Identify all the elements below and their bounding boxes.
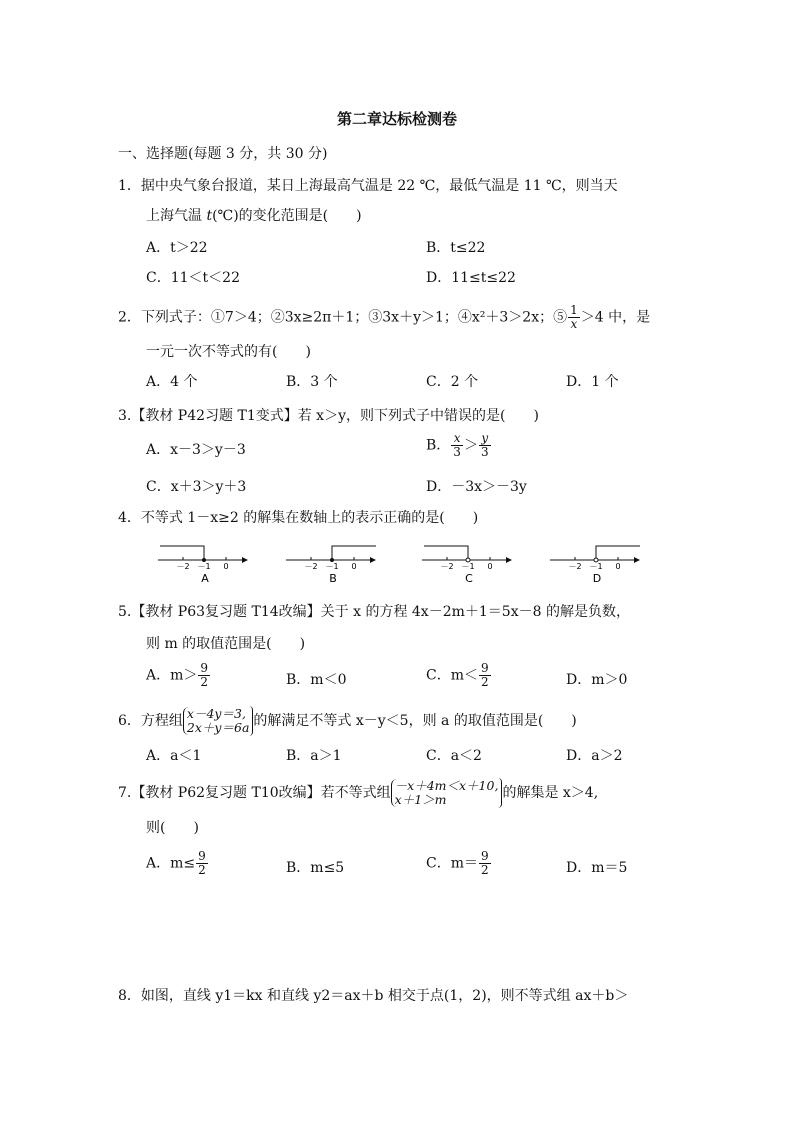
tick-label: －2 — [568, 562, 582, 571]
q3-option-c[interactable]: C．x＋3＞y＋3 — [146, 479, 247, 495]
number-line-a[interactable] — [158, 546, 248, 585]
number-line-d[interactable] — [550, 546, 640, 585]
q1-text-b: (℃)的变化范围是( ) — [212, 208, 362, 224]
number-line-b[interactable] — [286, 546, 376, 585]
q2-option-a[interactable]: A．4 个 — [146, 374, 198, 390]
tick-label: 0 — [351, 562, 357, 571]
q1-var: t — [206, 208, 213, 224]
q3-option-b[interactable]: B． $\frac{x}{3}$ ＞ $\frac{y}{3}$ — [426, 431, 489, 459]
q5-option-d[interactable]: D．m＞0 — [566, 672, 628, 688]
q2-stem: 2．下列式子：①7＞4；②3x≥2π＋1；③3x＋y＞1；④x²＋3＞2x；⑤ $\frac{1}{x}$ ＞4 中，是 — [118, 303, 651, 331]
tick-label: 0 — [487, 562, 493, 571]
page-title: 第二章达标检测卷 — [336, 110, 457, 128]
option-label: C — [465, 572, 473, 585]
q6-option-b[interactable]: B．a＞1 — [286, 748, 342, 764]
tick-label: －1 — [461, 562, 475, 571]
q2-option-b[interactable]: B．3 个 — [286, 374, 338, 390]
q7-option-a[interactable]: A．m≤ $\frac{9}{2}$ — [146, 849, 206, 877]
tick-label: －1 — [325, 562, 339, 571]
section-heading: 一、选择题(每题 3 分，共 30 分) — [118, 146, 328, 162]
q6-stem: 6．方程组 x－4y＝3, 2x＋y＝6a 的解满足不等式 x－y＜5，则 a 的取值范围是( ) — [118, 706, 577, 735]
q3-option-d[interactable]: D．－3x＞－3y — [426, 479, 527, 495]
q6-option-a[interactable]: A．a＜1 — [146, 748, 202, 764]
option-label: A — [201, 572, 209, 585]
q5-stem: 5.【教材 P63复习题 T14改编】关于 x 的方程 4x－2m＋1＝5x－8 的解是负数， — [118, 604, 630, 620]
q7-option-d[interactable]: D．m＝5 — [566, 860, 628, 876]
q1-text: 上海气温 — [146, 208, 207, 224]
q7-option-b[interactable]: B．m≤5 — [286, 860, 345, 876]
q1-stem-line2 — [146, 206, 362, 226]
option-label: B — [329, 572, 337, 585]
q1-stem: 1．据中央气象台报道，某日上海最高气温是 22 ℃，最低气温是 11 ℃，则当天 — [118, 178, 618, 194]
tick-label: －2 — [304, 562, 318, 571]
tick-label: 0 — [615, 562, 621, 571]
q7-inequality-system: －x＋4m＜x＋10, x＋1＞m — [391, 779, 499, 807]
q6-option-d[interactable]: D．a＞2 — [566, 748, 623, 764]
q1-option-c[interactable]: C．11＜t＜22 — [146, 270, 240, 286]
q3-stem: 3.【教材 P42习题 T1变式】若 x＞y，则下列式子中错误的是( ) — [118, 408, 539, 424]
q4-number-lines — [150, 538, 650, 588]
tick-label: 0 — [223, 562, 229, 571]
number-line-c[interactable] — [422, 546, 512, 585]
q1-option-d[interactable]: D．11≤t≤22 — [426, 270, 516, 286]
q2-option-c[interactable]: C．2 个 — [426, 374, 479, 390]
tick-label: －2 — [176, 562, 190, 571]
option-label: D — [592, 572, 602, 585]
q7-option-c[interactable]: C．m＝ $\frac{9}{2}$ — [426, 849, 489, 877]
q1-option-a[interactable]: A．t＞22 — [146, 240, 208, 256]
q2-stem-line2: 一元一次不等式的有( ) — [146, 344, 311, 360]
q5-option-c[interactable]: C．m＜ $\frac{9}{2}$ — [426, 661, 489, 689]
tick-label: －2 — [440, 562, 454, 571]
q5-option-a[interactable]: A．m＞ $\frac{9}{2}$ — [146, 661, 209, 689]
q7-stem-line2: 则( ) — [146, 820, 199, 836]
q5-stem-line2: 则 m 的取值范围是( ) — [146, 636, 306, 652]
q6-option-c[interactable]: C．a＜2 — [426, 748, 482, 764]
q5-option-b[interactable]: B．m＜0 — [286, 672, 347, 688]
tick-label: －1 — [589, 562, 603, 571]
q4-stem: 4．不等式 1－x≥2 的解集在数轴上的表示正确的是( ) — [118, 510, 479, 526]
q2-option-d[interactable]: D．1 个 — [566, 374, 619, 390]
q3-option-a[interactable]: A．x－3＞y－3 — [146, 442, 246, 458]
tick-label: －1 — [197, 562, 211, 571]
q6-equation-system: x－4y＝3, 2x＋y＝6a — [183, 707, 249, 735]
q8-stem: 8．如图，直线 y1＝kx 和直线 y2＝ax＋b 相交于点(1，2)，则不等式组 ax＋b＞ — [118, 988, 629, 1004]
q7-stem: 7.【教材 P62复习题 T10改编】若不等式组 －x＋4m＜x＋10, x＋1＞m 的解集是 x＞4, — [118, 778, 599, 807]
q1-option-b[interactable]: B．t≤22 — [426, 240, 486, 256]
q2-fraction: $\frac{1}{x}$ — [570, 303, 578, 331]
